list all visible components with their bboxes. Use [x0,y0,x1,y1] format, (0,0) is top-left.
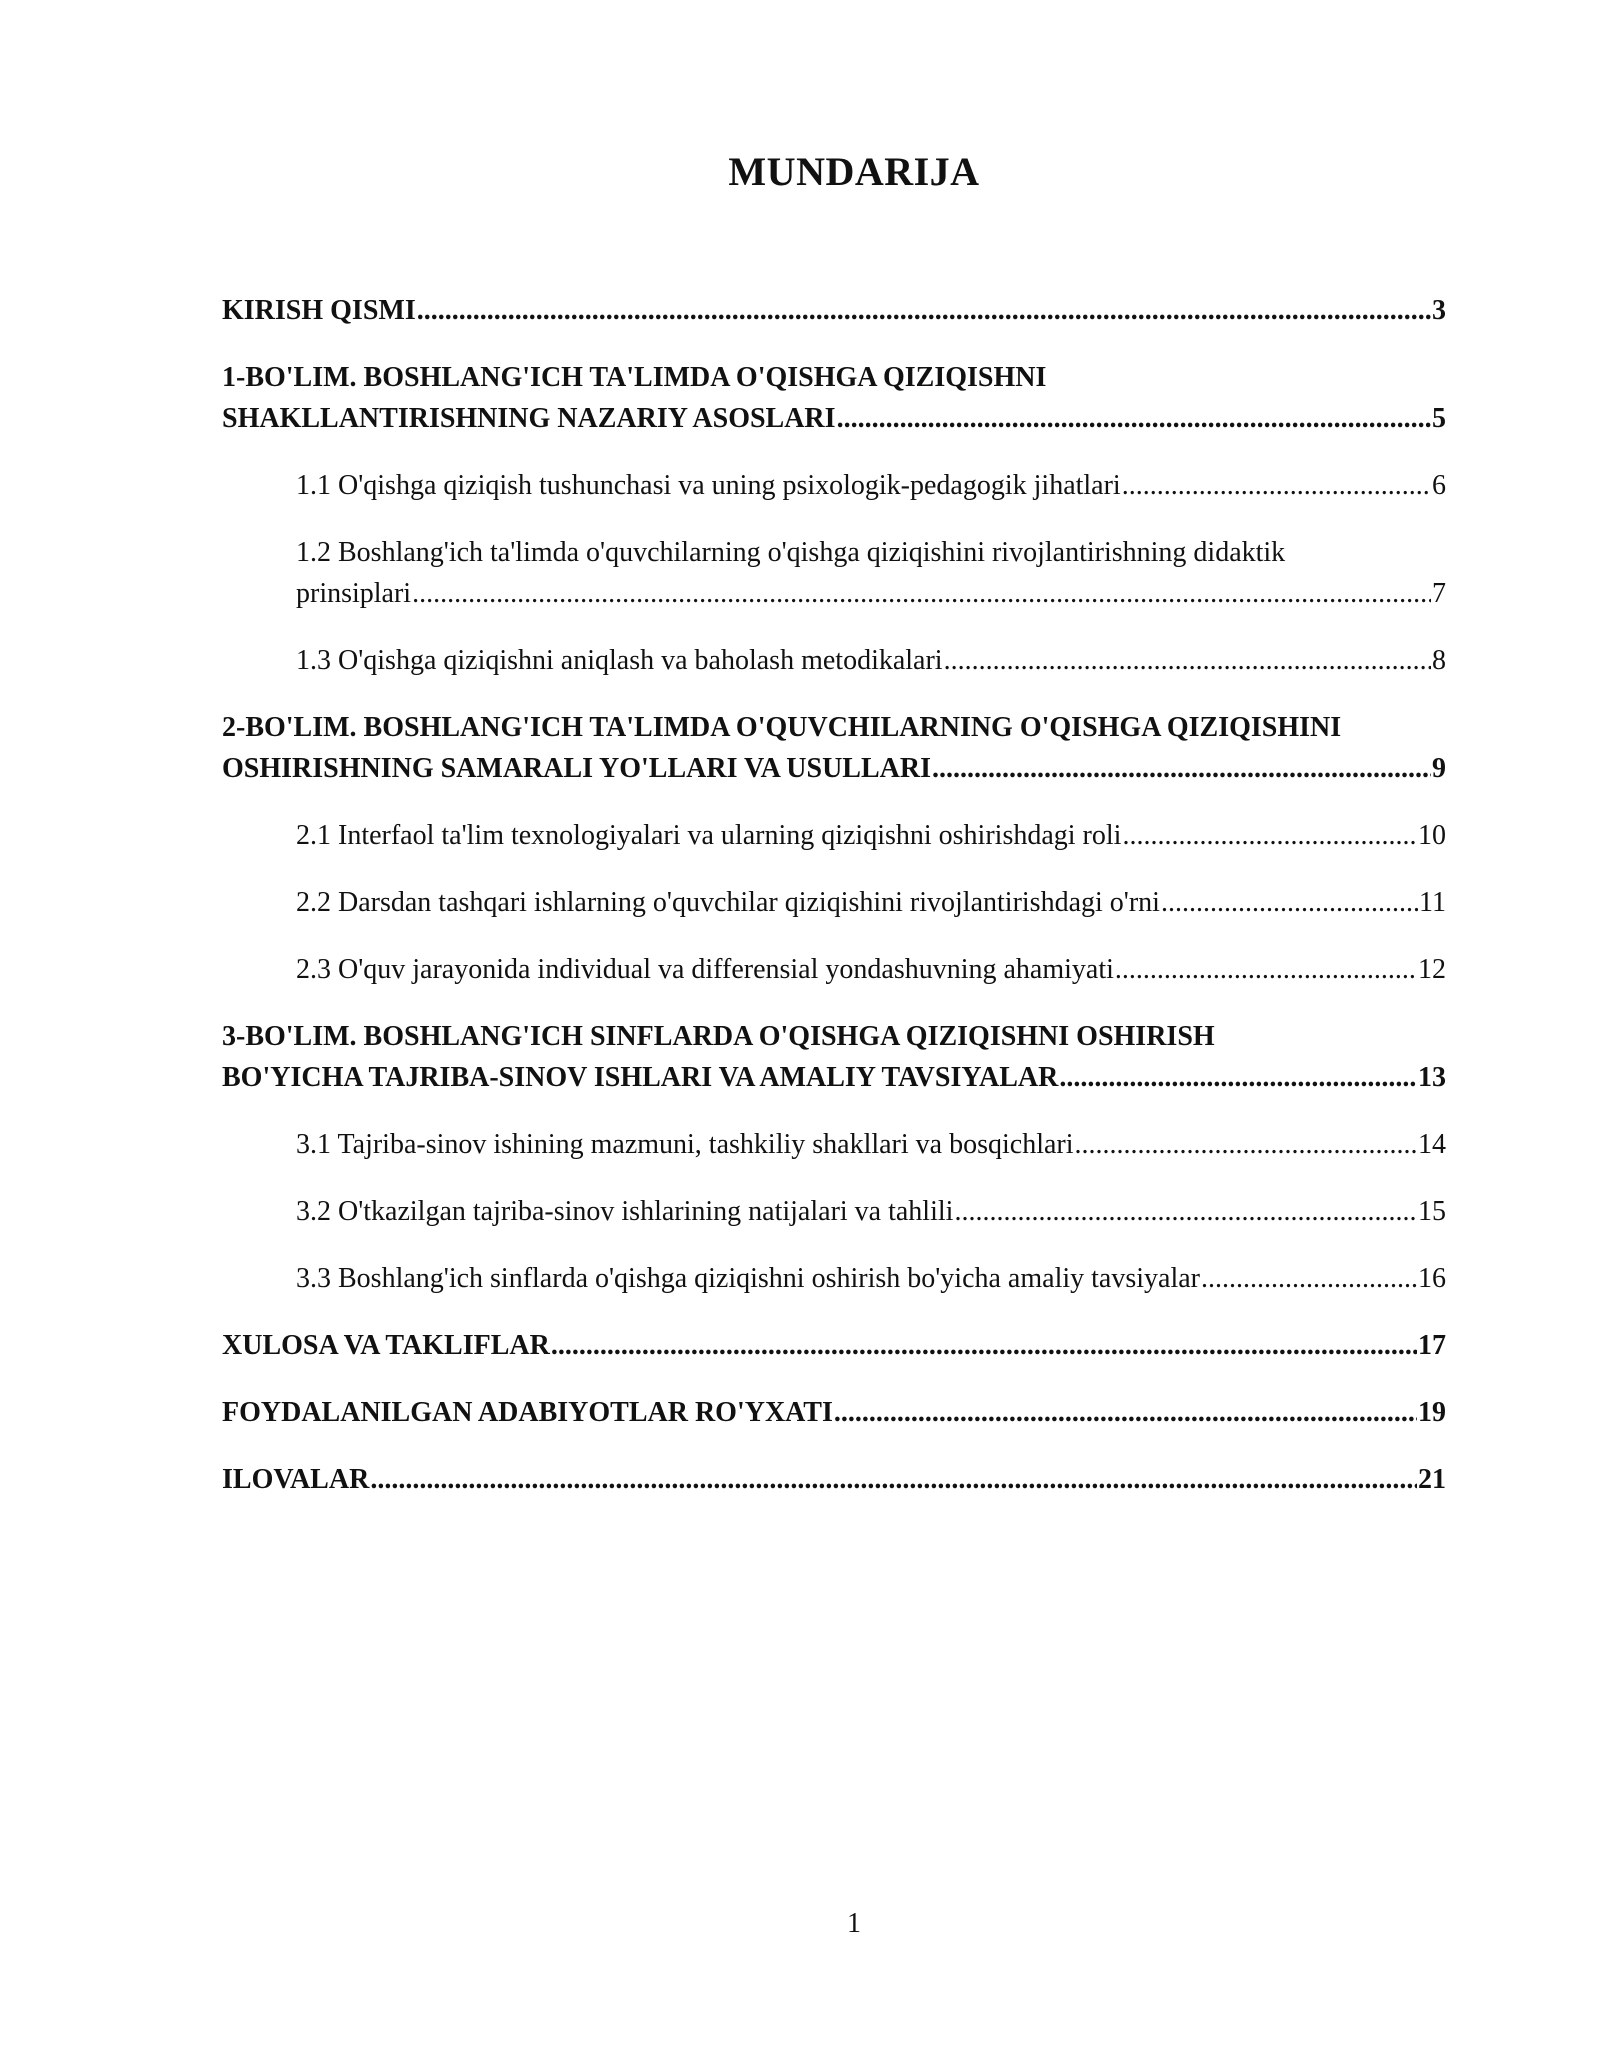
toc-section-entry[interactable] [222,1016,1446,1098]
toc-section-entry[interactable] [222,357,1446,439]
toc-subsection-entry[interactable] [296,815,1446,856]
toc-entry-title: 1.3 O'qishga qiziqishni aniqlash va baholash metodikalari [296,645,943,676]
toc-entry-line [296,1191,1446,1232]
toc-section-entry[interactable] [222,1392,1446,1433]
toc-entry-title: FOYDALANILGAN ADABIYOTLAR RO'YXATI [222,1397,833,1428]
page-title: MUNDARIJA [728,149,980,194]
toc-entry-title: 2.3 O'quv jarayonida individual va differensial yondashuvning ahamiyati [296,954,1114,985]
toc-entry-title: SHAKLLANTIRISHNING NAZARIY ASOSLARI [222,403,836,434]
toc-section-entry[interactable] [222,1325,1446,1366]
toc-entry-line [222,1325,1446,1366]
dot-leader [834,1392,1417,1433]
toc-entry-line [222,748,1446,789]
toc-entry-line [222,1057,1446,1098]
table-of-contents [222,290,1446,1526]
toc-page-number: 5 [1432,403,1446,434]
dot-leader [412,573,1431,614]
dot-leader [944,640,1431,681]
toc-subsection-entry[interactable] [296,1124,1446,1165]
toc-page-number: 21 [1418,1464,1446,1495]
dot-leader [1201,1258,1417,1299]
toc-subsection-entry[interactable] [296,532,1446,614]
toc-subsection-entry[interactable] [296,949,1446,990]
toc-page-number: 3 [1432,295,1446,326]
dot-leader [1075,1124,1417,1165]
toc-entry-title: 3.3 Boshlang'ich sinflarda o'qishga qiziqishni oshirish bo'yicha amaliy tavsiyalar [296,1263,1200,1294]
toc-page-number: 14 [1418,1129,1446,1160]
toc-page-number: 6 [1432,470,1446,501]
dot-leader [1122,465,1431,506]
toc-entry-title: XULOSA VA TAKLIFLAR [222,1330,550,1361]
toc-entry-title: prinsiplari [296,578,412,609]
toc-entry-line [222,1459,1446,1500]
toc-entry-title-line: 1.2 Boshlang'ich ta'limda o'quvchilarning o'qishga qiziqishini rivojlantirishning didaktik [296,537,1286,568]
toc-entry-title: BO'YICHA TAJRIBA-SINOV ISHLARI VA AMALIY TAVSIYALAR [222,1062,1059,1093]
toc-page-number: 9 [1432,753,1446,784]
toc-subsection-entry[interactable] [296,1258,1446,1299]
toc-section-entry[interactable] [222,707,1446,789]
dot-leader [417,290,1431,331]
toc-entry-title: 1.1 O'qishga qiziqish tushunchasi va uning psixologik-pedagogik jihatlari [296,470,1121,501]
toc-page-number: 17 [1418,1330,1446,1361]
toc-entry-title: 2.1 Interfaol ta'lim texnologiyalari va ularning qiziqishni oshirishdagi roli [296,820,1122,851]
toc-page-number: 19 [1418,1397,1446,1428]
toc-section-entry[interactable] [222,1459,1446,1500]
toc-entry-title-line: 1-BO'LIM. BOSHLANG'ICH TA'LIMDA O'QISHGA QIZIQISHNI [222,362,1047,393]
toc-subsection-entry[interactable] [296,640,1446,681]
dot-leader [1161,882,1418,923]
toc-page-number: 7 [1432,578,1446,609]
dot-leader [370,1459,1417,1500]
toc-entry-line [296,1258,1446,1299]
toc-entry-title: 3.2 O'tkazilgan tajriba-sinov ishlarining natijalari va tahlili [296,1196,954,1227]
toc-entry-line [222,398,1446,439]
toc-entry-line [296,882,1446,923]
toc-entry-title: OSHIRISHNING SAMARALI YO'LLARI VA USULLARI [222,753,931,784]
toc-entry-title-line: 3-BO'LIM. BOSHLANG'ICH SINFLARDA O'QISHGA QIZIQISHNI OSHIRISH [222,1021,1215,1052]
toc-entry-line [222,290,1446,331]
toc-entry-title-line: 2-BO'LIM. BOSHLANG'ICH TA'LIMDA O'QUVCHILARNING O'QISHGA QIZIQISHINI [222,712,1342,743]
toc-page-number: 13 [1418,1062,1446,1093]
dot-leader [954,1191,1417,1232]
dot-leader [1122,815,1417,856]
toc-subsection-entry[interactable] [296,882,1446,923]
toc-page-number: 8 [1432,645,1446,676]
toc-entry-line [296,949,1446,990]
page-number: 1 [847,1908,861,1939]
toc-entry-line [296,815,1446,856]
toc-page-number: 16 [1418,1263,1446,1294]
toc-page-number: 10 [1418,820,1446,851]
dot-leader [551,1325,1417,1366]
toc-entry-title: KIRISH QISMI [222,295,416,326]
toc-section-entry[interactable] [222,290,1446,331]
dot-leader [932,748,1431,789]
toc-entry-line [296,465,1446,506]
toc-page-number: 11 [1419,887,1446,918]
dot-leader [1059,1057,1417,1098]
toc-entry-line [296,1124,1446,1165]
dot-leader [837,398,1431,439]
toc-page-number: 15 [1418,1196,1446,1227]
toc-entry-line [296,640,1446,681]
toc-entry-title: 2.2 Darsdan tashqari ishlarning o'quvchilar qiziqishini rivojlantirishdagi o'rni [296,887,1160,918]
toc-subsection-entry[interactable] [296,1191,1446,1232]
toc-entry-title: 3.1 Tajriba-sinov ishining mazmuni, tashkiliy shakllari va bosqichlari [296,1129,1074,1160]
toc-entry-line [296,573,1446,614]
toc-entry-title: ILOVALAR [222,1464,370,1495]
toc-entry-line [222,1392,1446,1433]
dot-leader [1115,949,1417,990]
toc-subsection-entry[interactable] [296,465,1446,506]
toc-page-number: 12 [1418,954,1446,985]
